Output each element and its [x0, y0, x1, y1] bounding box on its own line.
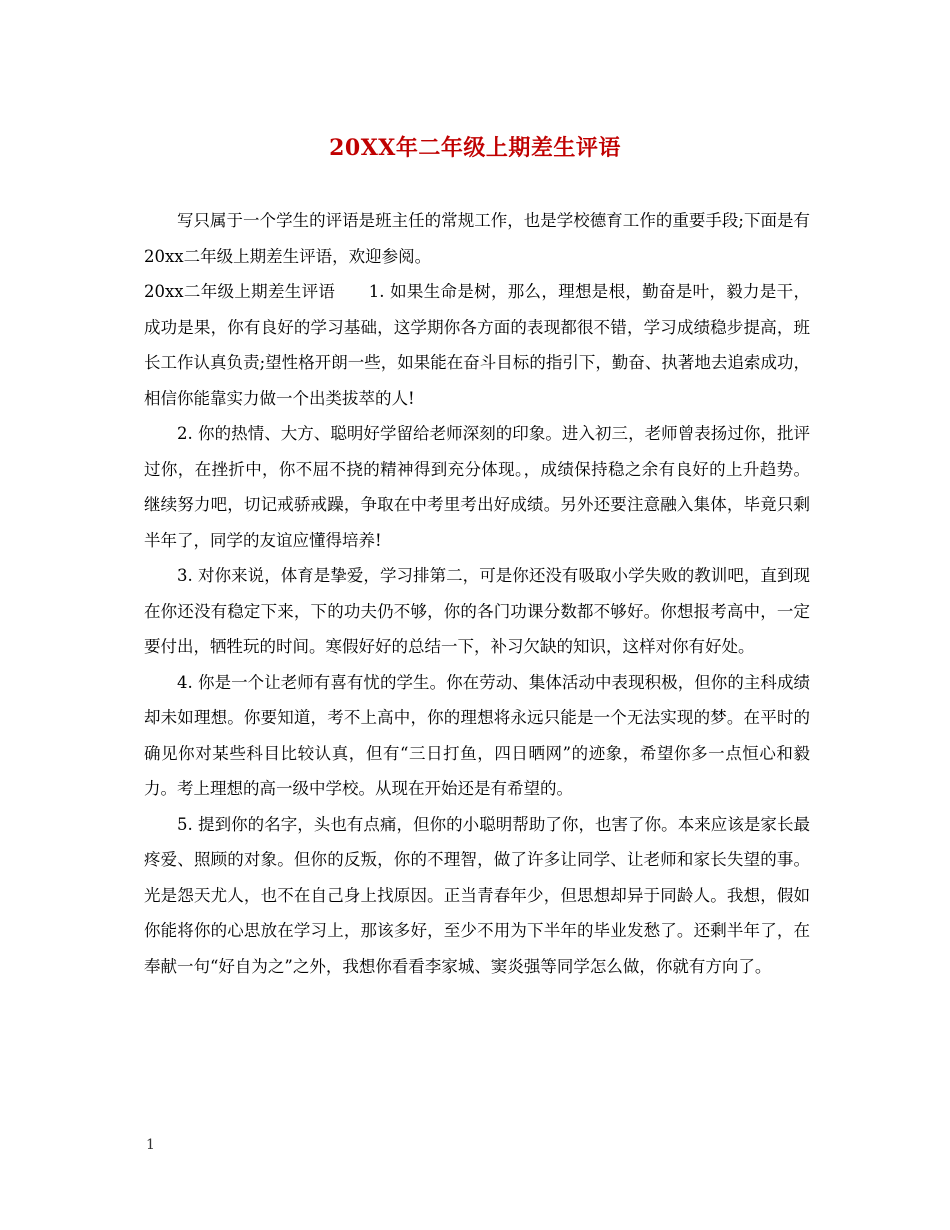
comment-paragraph-1: 20xx二年级上期差生评语 1. 如果生命是树，那么，理想是根，勤奋是叶，毅力是干，成功是果，你有良好的学习基础，这学期你各方面的表现都很不错，学习成绩稳步提高，班长工作认真负责;望性格开朗一些，如果能在奋斗目标的指引下，勤奋、执著地去追索成功，相信你能靠实力做一个出类拔萃的人!	[144, 282, 810, 408]
comment-paragraph-5: 5. 提到你的名字，头也有点痛，但你的小聪明帮助了你，也害了你。本来应该是家长最疼爱、照顾的对象。但你的反叛，你的不理智，做了许多让同学、让老师和家长失望的事。光是怨天尤人，也不在自己身上找原因。正当青春年少，但思想却异于同龄人。我想，假如你能将你的心思放在学习上，那该多好，至少不用为下半年的毕业发愁了。还剩半年了，在奉献一句“好自为之”之外，我想你看看李家城、窦炎强等同学怎么做，你就有方向了。	[144, 814, 810, 976]
page-number: 1	[146, 1137, 155, 1153]
comment-paragraph-4: 4. 你是一个让老师有喜有忧的学生。你在劳动、集体活动中表现积极，但你的主科成绩却未如理想。你要知道，考不上高中，你的理想将永远只能是一个无法实现的梦。在平时的确见你对某些科目比较认真，但有“三日打鱼，四日晒网”的迹象，希望你多一点恒心和毅力。考上理想的高一级中学校。从现在开始还是有希望的。	[144, 672, 810, 798]
intro-paragraph: 写只属于一个学生的评语是班主任的常规工作，也是学校德育工作的重要手段;下面是有20xx二年级上期差生评语，欢迎参阅。	[144, 211, 810, 266]
comment-paragraph-2: 2. 你的热情、大方、聪明好学留给老师深刻的印象。进入初三，老师曾表扬过你，批评过你，在挫折中，你不屈不挠的精神得到充分体现。，成绩保持稳之余有良好的上升趋势。继续努力吧，切记戒骄戒躁，争取在中考里考出好成绩。另外还要注意融入集体，毕竟只剩半年了，同学的友谊应懂得培养!	[144, 424, 810, 550]
comment-paragraph-3: 3. 对你来说，体育是挚爱，学习排第二，可是你还没有吸取小学失败的教训吧，直到现在你还没有稳定下来，下的功夫仍不够，你的各门功课分数都不够好。你想报考高中，一定要付出，牺牲玩的时间。寒假好好的总结一下，补习欠缺的知识，这样对你有好处。	[144, 566, 810, 656]
document-title: 20XX年二年级上期差生评语	[329, 135, 621, 161]
document-body	[144, 203, 810, 984]
